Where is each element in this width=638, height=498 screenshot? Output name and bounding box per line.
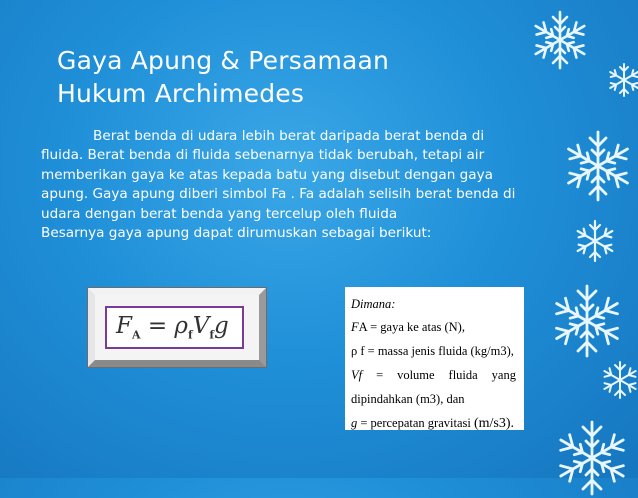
slide-title [57, 44, 477, 110]
definition-fa [351, 315, 516, 339]
snowflake-icon [600, 360, 638, 400]
snowflake-icon [528, 8, 592, 72]
formula-box [105, 306, 244, 349]
definition-rho: ρ f = massa jenis fluida (kg/m3), [351, 344, 514, 358]
g-symbol: g [351, 416, 358, 430]
fa-symbol: F [351, 320, 359, 334]
vf-word-4: yang [491, 368, 516, 382]
formula-rho: ρ [174, 313, 188, 339]
formula-frame [88, 288, 266, 367]
formula-f: F [116, 313, 132, 339]
formula-sub-f2: f [209, 328, 215, 342]
definition-vf-cont: dipindahkan (m3), dan [351, 392, 465, 406]
definitions-heading: Dimana: [351, 297, 396, 311]
formula-equals: = [140, 313, 175, 339]
g-description: = percepatan gravitasi [357, 416, 474, 430]
snowflake-icon [560, 128, 636, 204]
body-paragraph: Berat benda di udara lebih berat daripada berat benda di fluida. Berat benda di fluida sebenarnya tidak berubah, tetapi air memberikan gaya ke atas kepada batu yang disebut dengan gaya apung. Gaya apung diberi simbol Fa . Fa adalah selisih berat benda di udara dengan berat benda yang tercelup oleh fluida [41, 128, 516, 222]
snowflake-icon [572, 218, 618, 264]
definitions-box [345, 287, 524, 430]
g-unit: (m/s3). [473, 416, 515, 431]
definition-vf [351, 363, 516, 387]
vf-word-2: volume [397, 368, 435, 382]
slide-body [41, 127, 521, 243]
formula-v: V [192, 313, 210, 339]
body-formula-intro: Besarnya gaya apung dapat dirumuskan sebagai berikut: [41, 225, 432, 242]
formula-sub-a: A [131, 328, 141, 342]
snowflake-icon [552, 418, 632, 498]
formula-sub-f1: f [187, 328, 193, 342]
fa-description: A = gaya ke atas (N), [358, 320, 465, 334]
title-line-1: Gaya Apung & Persamaan [57, 46, 390, 75]
definition-g [351, 411, 516, 436]
title-line-2: Hukum Archimedes [57, 79, 305, 108]
formula-g: g [214, 313, 229, 339]
vf-symbol: Vf [351, 368, 363, 382]
snowflake-icon [548, 282, 626, 360]
vf-word-1: = [376, 368, 384, 382]
snowflake-icon [606, 62, 638, 98]
buoyancy-formula [116, 313, 229, 342]
vf-word-3: fluida [448, 368, 478, 382]
